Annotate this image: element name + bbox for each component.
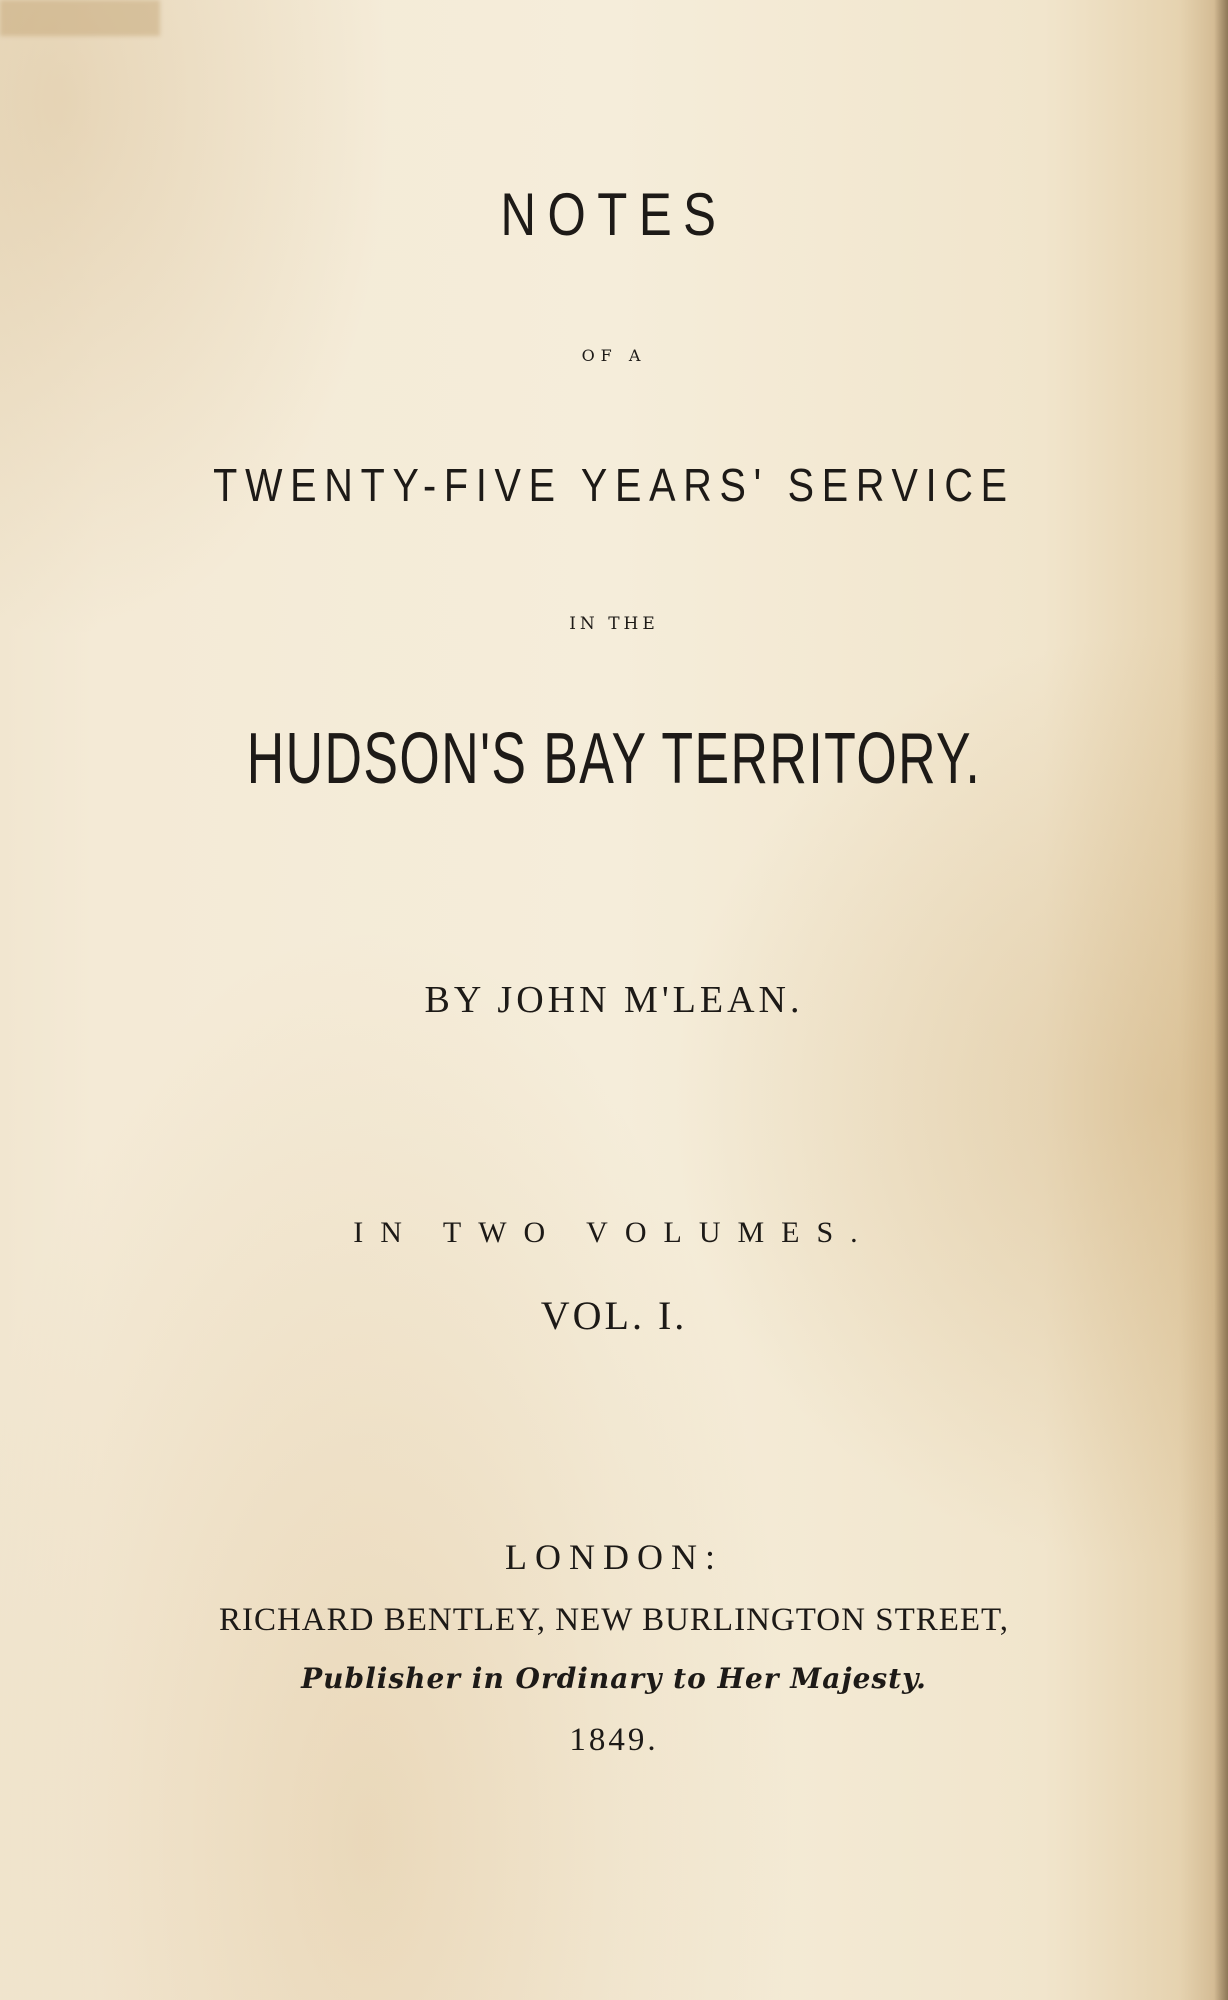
- volumes-line: [0, 1216, 1228, 1250]
- of-a-line: [0, 346, 1228, 365]
- imprint-year: 1849.: [569, 1722, 659, 1758]
- year-line: [0, 1722, 1228, 1759]
- imprint-city: LONDON:: [505, 1537, 723, 1577]
- city-line: [0, 1536, 1228, 1578]
- imprint-publisher: RICHARD BENTLEY, NEW BURLINGTON STREET,: [218, 1602, 1010, 1638]
- volume-line: [0, 1292, 1228, 1339]
- connector-in-the: IN THE: [569, 614, 659, 634]
- in-the-line: [0, 614, 1228, 634]
- book-place: HUDSON'S BAY TERRITORY.: [246, 719, 982, 799]
- connector-of-a: OF A: [581, 346, 647, 365]
- book-author: BY JOHN M'LEAN.: [424, 979, 804, 1021]
- appointment-line: [0, 1662, 1228, 1695]
- volume-count: IN TWO VOLUMES.: [353, 1216, 875, 1249]
- book-title: NOTES: [500, 181, 728, 248]
- imprint-appointment: Publisher in Ordinary to Her Majesty.: [301, 1662, 927, 1695]
- paper-stain: [0, 0, 160, 36]
- publisher-line: [0, 1602, 1228, 1639]
- subtitle-line: [86, 458, 1142, 512]
- author-line: [0, 978, 1228, 1022]
- place-line: [172, 718, 1056, 800]
- volume-number: VOL. I.: [540, 1293, 688, 1338]
- book-subtitle: TWENTY-FIVE YEARS' SERVICE: [213, 459, 1015, 511]
- title-line: [111, 180, 1118, 249]
